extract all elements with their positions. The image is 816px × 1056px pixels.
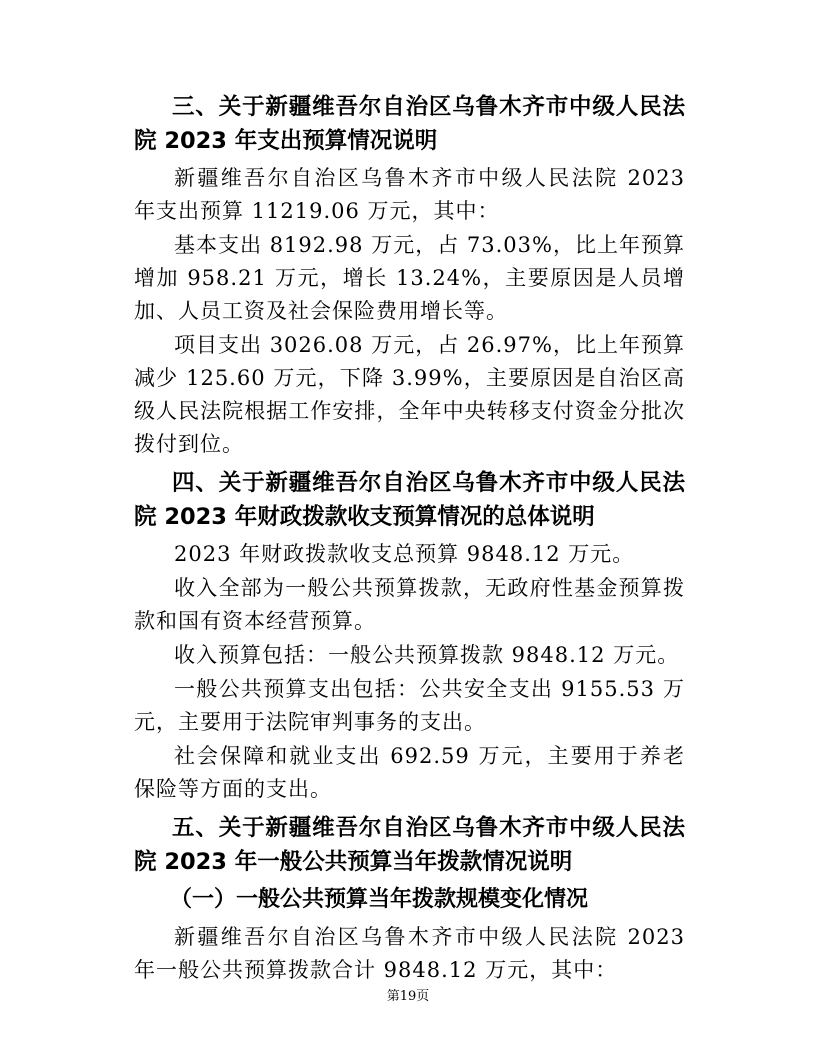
page-number: 第19页	[386, 989, 430, 1004]
section-heading-expenditure-budget: 三、关于新疆维吾尔自治区乌鲁木齐市中级人民法院 2023 年支出预算情况说明	[134, 94, 685, 154]
paragraph: 基本支出 8192.98 万元，占 73.03%，比上年预算增加 958.21 万元，增长 13.24%，主要原因是人员增加、人员工资及社会保险费用增长等。	[134, 233, 685, 323]
paragraph: 收入全部为一般公共预算拨款，无政府性基金预算拨款和国有资本经营预算。	[134, 576, 685, 633]
sub-heading-appropriation-scale-change: （一）一般公共预算当年拨款规模变化情况	[170, 887, 589, 912]
paragraph: 新疆维吾尔自治区乌鲁木齐市中级人民法院 2023 年支出预算 11219.06 万元，其中：	[134, 166, 685, 223]
paragraph: 新疆维吾尔自治区乌鲁木齐市中级人民法院 2023 年一般公共预算拨款合计 9848.12 万元，其中：	[134, 925, 685, 982]
paragraph: 收入预算包括：一般公共预算拨款 9848.12 万元。	[174, 643, 680, 667]
paragraph: 2023 年财政拨款收支总预算 9848.12 万元。	[174, 542, 635, 566]
document-body	[134, 90, 685, 988]
section-heading-general-public-budget: 五、关于新疆维吾尔自治区乌鲁木齐市中级人民法院 2023 年一般公共预算当年拨款情况说明	[134, 815, 685, 875]
paragraph: 项目支出 3026.08 万元，占 26.97%，比上年预算减少 125.60 万元，下降 3.99%，主要原因是自治区高级人民法院根据工作安排，全年中央转移支付资金分批次拨付到位。	[134, 333, 685, 456]
paragraph: 一般公共预算支出包括：公共安全支出 9155.53 万元，主要用于法院审判事务的支出。	[134, 677, 685, 734]
section-heading-fiscal-appropriation-overview: 四、关于新疆维吾尔自治区乌鲁木齐市中级人民法院 2023 年财政拨款收支预算情况的总体说明	[134, 470, 685, 530]
paragraph: 社会保障和就业支出 692.59 万元，主要用于养老保险等方面的支出。	[134, 744, 685, 801]
